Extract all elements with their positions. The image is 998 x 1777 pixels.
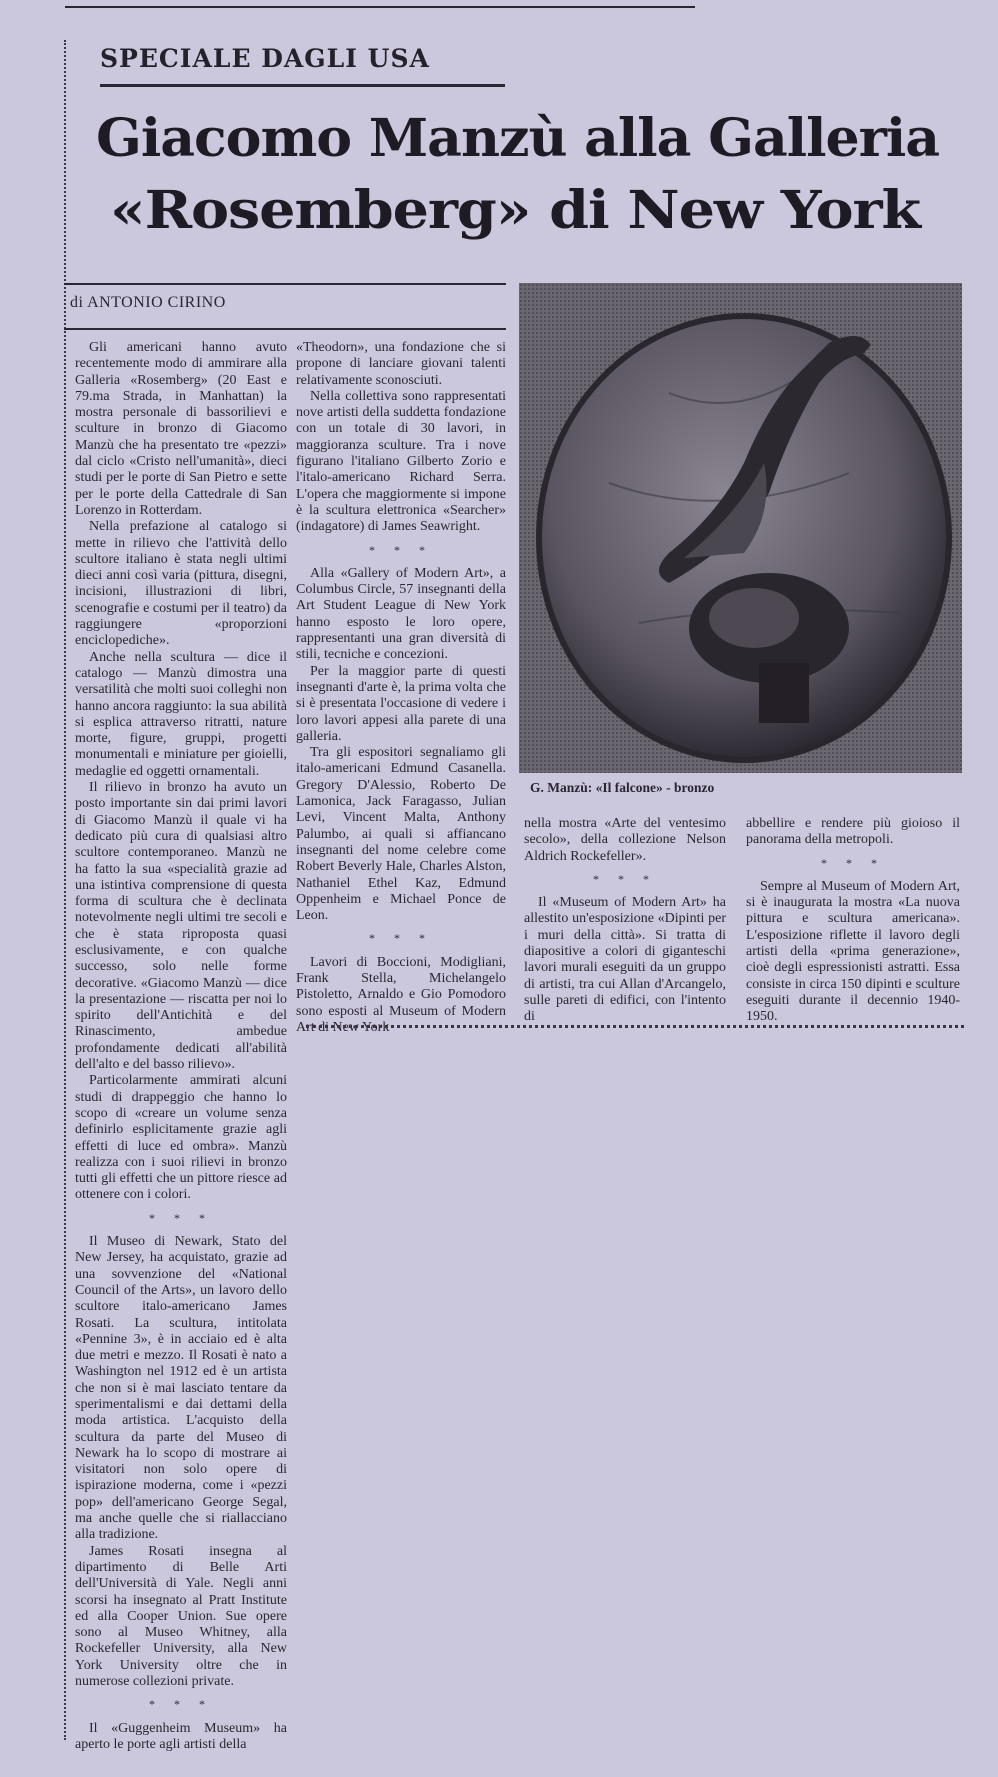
- section-kicker: SPECIALE DAGLI USA: [100, 44, 430, 73]
- article-paragraph: Particolarmente ammirati alcuni studi di drappeggio che hanno lo scopo di «creare un volume senza definirlo esplicitamente grazie agli effetti di luce ed ombra». Manzù realizza con i suoi rilievi in bronzo tutti gli effetti che un pittore riesce ad ottenere con i colori.: [75, 1073, 287, 1203]
- article-paragraph: Il rilievo in bronzo ha avuto un posto importante sin dai primi lavori di Giacomo Manzù il quale vi ha dedicato più cura di qualsiasi altro scultore contemporaneo. Manzù ne ha fatto la sua «specialità grazie ad una istintiva comprensione di questa forma di scultura che è declinata notevolmente negli ultimi tre secoli e che è stata riproposta quasi esclusivamente, e con qualche successo, solo nelle forme decorative. «Giacomo Manzù — dice la presentazione — riscatta per noi lo spirito dell'Antichità e del Rinascimento, ambedue profondamente dedicati all'abilità dell'alto e del basso rilievo».: [75, 780, 287, 1073]
- headline-line-1: Giacomo Manzù alla Galleria: [96, 108, 940, 169]
- bottom-dotted-divider: [306, 1025, 964, 1028]
- section-separator: * * *: [821, 855, 885, 870]
- section-separator: * * *: [369, 542, 433, 557]
- article-paragraph: Anche nella scultura — dice il catalogo — Manzù dimostra una versatilità che molti suoi colleghi non hanno ancora raggiunto: la sua abilità si esplica attraverso ritratti, nature morte, figure, gruppi, progetti monumentali e miniature per gioielli, medaglie ed oggetti ornamentali.: [75, 649, 287, 779]
- falcon-relief-image: [519, 283, 962, 773]
- article-column-1: [75, 340, 287, 1753]
- article-paragraph: Sempre al Museum of Modern Art, si è inaugurata la mostra «La nuova pittura e scultura americana». L'esposizione riflette il lavoro degli artisti della «prima generazione», cioè degli espressionisti astratti. Essa consiste in circa 150 dipinti e sculture eseguiti durante il decennio 1940-1950.: [746, 878, 960, 1025]
- section-separator: * * *: [149, 1210, 213, 1225]
- article-column-2: [296, 340, 506, 1036]
- section-separator: * * *: [369, 931, 433, 946]
- article-paragraph: «Theodorn», una fondazione che si propone di lanciare giovani talenti relativamente sconosciuti.: [296, 340, 506, 388]
- article-paragraph: Lavori di Boccioni, Modigliani, Frank Stella, Michelangelo Pistoletto, Arnaldo e Gio Pomodoro sono esposti al Museum of Modern Art di New York: [296, 954, 506, 1035]
- article-paragraph: Per la maggior parte di questi insegnanti d'arte è, la prima volta che si è presentata l'occasione di vedere i loro lavori appesi alla parete di una galleria.: [296, 663, 506, 744]
- byline-bottom-rule: [64, 328, 506, 330]
- top-rule: [65, 6, 695, 8]
- sculpture-photo: [519, 283, 962, 773]
- article-paragraph: Il «Museum of Modern Art» ha allestito un'esposizione «Dipinti per i muri della città». Si tratta di diapositive a colori di giganteschi lavori murali eseguiti da un gruppo di artisti, tra cui Allan d'Arcangelo, sulle pareti di edifici, con l'intento di: [524, 895, 726, 1025]
- article-paragraph: Il «Guggenheim Museum» ha aperto le porte agli artisti della: [75, 1720, 287, 1752]
- article-paragraph: James Rosati insegna al dipartimento di Belle Arti dell'Università di Yale. Negli anni scorsi ha insegnato al Pratt Institute ed alla Cooper Union. Sue opere sono al Museo Whitney, alla Rockefeller University, alla New York University oltre che in numerose collezioni private.: [75, 1543, 287, 1690]
- article-paragraph: Alla «Gallery of Modern Art», a Columbus Circle, 57 insegnanti della Art Student League di New York hanno esposto le loro opere, rappresentanti una gran diversità di stili, tecniche e concezioni.: [296, 565, 506, 663]
- article-paragraph: nella mostra «Arte del ventesimo secolo», della collezione Nelson Aldrich Rockefeller».: [524, 816, 726, 864]
- byline-top-rule: [64, 283, 506, 285]
- article-column-3: [524, 816, 726, 1026]
- article-paragraph: Nella collettiva sono rappresentati nove artisti della suddetta fondazione con un totale di 30 lavori, in maggioranza sculture. Tra i nove figurano l'italiano Gilberto Zorio e l'italo-americano Richard Serra. L'opera che maggiormente si impone è la scultura elettronica «Searcher» (indagatore) di James Seawright.: [296, 388, 506, 535]
- article-paragraph: Il Museo di Newark, Stato del New Jersey, ha acquistato, grazie ad una sovvenzione del «National Council of the Arts», un lavoro dello scultore italo-americano James Rosati. La scultura, intitolata «Pennine 3», è in acciaio ed è alta due metri e mezzo. Il Rosati è nato a Washington nel 1912 ed è un artista che non si è mai lasciato tentare da sperimentalismi e dai dettami della moda artistica. L'acquisto della scultura da parte del Museo di Newark ha lo scopo di mostrare ai visitatori non solo opere di ispirazione moderna, come i «pezzi pop» dell'americano George Segal, ma anche quelle che si riallacciano alla tradizione.: [75, 1234, 287, 1543]
- photo-caption: G. Manzù: «Il falcone» - bronzo: [530, 780, 715, 795]
- headline-line-2: «Rosemberg» di New York: [110, 180, 920, 241]
- article-paragraph: abbellire e rendere più gioioso il panorama della metropoli.: [746, 816, 960, 848]
- section-separator: * * *: [149, 1697, 213, 1712]
- article-column-4: [746, 816, 960, 1026]
- byline: di ANTONIO CIRINO: [70, 294, 226, 311]
- section-separator: * * *: [593, 871, 657, 886]
- article-paragraph: Tra gli espositori segnaliamo gli italo-americani Edmund Casanella. Gregory D'Alessio, Roberto De Lamonica, Jack Faragasso, Julian Levi, Vincent Malta, Anthony Palumbo, ai quali si affiancano insegnanti del nome celebre come Robert Beverly Hale, Charles Alston, Nathaniel Ethel Kaz, Edmund Oppenheim e Michael Ponce de Leon.: [296, 745, 506, 924]
- article-paragraph: Nella prefazione al catalogo si mette in rilievo che l'attività dello scultore italiano è stata negli ultimi dieci anni così varia (pittura, disegni, incisioni, illustrazioni di libri, scenografie e costumi per il teatro) da raggiungere «proporzioni enciclopediche».: [75, 519, 287, 649]
- article-paragraph: Gli americani hanno avuto recentemente modo di ammirare alla Galleria «Rosemberg» (20 East e 79.ma Strada, in Manhattan) la mostra personale di bassorilievi e sculture in bronzo di Giacomo Manzù che ha presentato tre «pezzi» dal ciclo «Cristo nell'umanità», dieci studi per le porte di San Pietro e sette per le porte della Cattedrale di San Lorenzo in Rotterdam.: [75, 340, 287, 518]
- kicker-underline: [100, 84, 505, 87]
- left-dotted-border: [64, 40, 66, 1740]
